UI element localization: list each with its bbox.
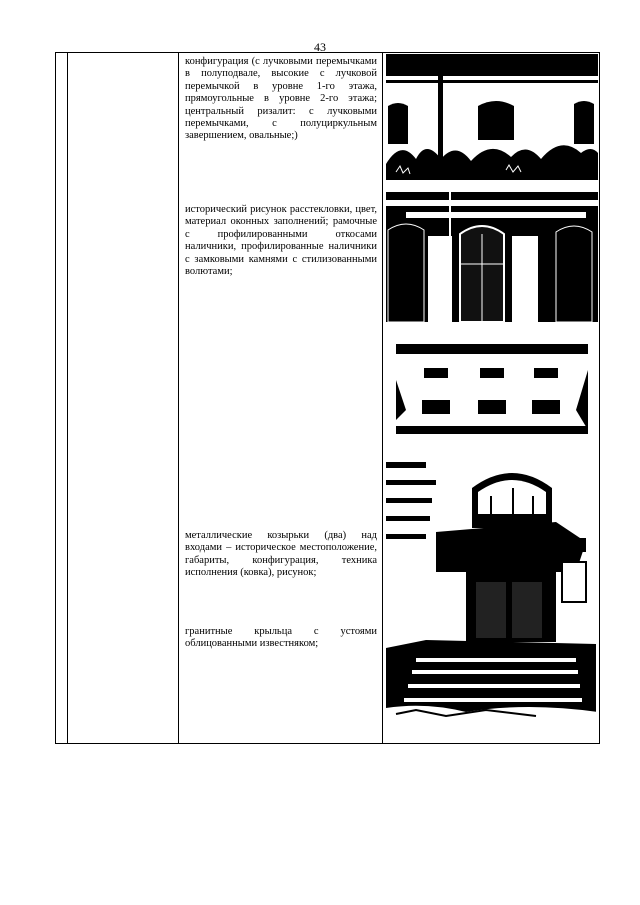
column-divider <box>67 53 68 743</box>
window-with-surrounds-photo <box>386 192 598 322</box>
facade-arched-windows-photo <box>386 54 598 180</box>
column-divider <box>178 53 179 743</box>
window-configuration-text: конфигурация (с лучковыми перемычками в полуподвале, высокие с лучковой перемычкой в уровне 1-го этажа, прямоугольные в уровне 2-го этажа; центральный ризалит: с лучковыми перемычками, с полуциркульным завершением, овальные;) <box>185 56 377 142</box>
window-glazing-text: исторический рисунок расстекловки, цвет, материал оконных заполнений; рамочные с профилированными откосами наличники, профилированные наличники с замковыми камнями с стилизованными волютами; <box>185 204 377 278</box>
entrance-canopy-porch-photo <box>386 452 598 728</box>
page-number: 43 <box>314 40 326 54</box>
metal-canopies-text: металлические козырьки (два) над входами – историческое местоположение, габариты, конфигурация, техника исполнения (ковка), рисунок; <box>185 530 377 579</box>
facade-rectangular-windows-photo <box>396 340 588 440</box>
column-divider <box>382 53 383 743</box>
granite-porches-text: гранитные крыльца с устоями облицованными известняком; <box>185 626 377 650</box>
